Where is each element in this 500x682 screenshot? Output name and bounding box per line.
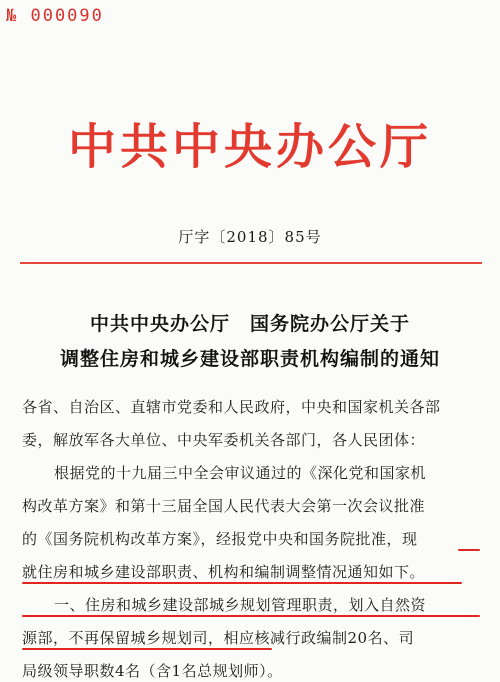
body-line-2: 委，解放军各大单位、中央军委机关各部门，各人民团体： bbox=[22, 431, 426, 449]
issuer-masthead: 中共中央办公厅 bbox=[67, 119, 432, 175]
body-line-9: 局级领导职数4名（含1名总规划师）。 bbox=[22, 662, 283, 680]
body-line-7: 一、住房和城乡建设部城乡规划管理职责，划入自然资 bbox=[54, 596, 427, 614]
document-title-line-1: 中共中央办公厅 国务院办公厅关于 bbox=[89, 313, 410, 335]
body-line-6: 就住房和城乡建设部职责、机构和编制调整情况通知如下。 bbox=[22, 563, 426, 581]
document-number: 厅字〔2018〕85号 bbox=[178, 228, 322, 246]
body-line-1: 各省、自治区、直辖市党委和人民政府，中央和国家机关各部 bbox=[22, 398, 441, 416]
red-underline-highlight-2b bbox=[22, 648, 272, 650]
red-underline-highlight-1a bbox=[458, 549, 480, 551]
serial-number: № 000090 bbox=[6, 6, 104, 26]
body-line-3: 根据党的十九届三中全会审议通过的《深化党和国家机 bbox=[54, 464, 427, 482]
red-divider-line bbox=[20, 262, 482, 264]
body-line-4: 构改革方案》和第十三届全国人民代表大会第一次会议批准 bbox=[22, 497, 426, 515]
body-line-5: 的《国务院机构改革方案》，经报党中央和国务院批准，现 bbox=[22, 530, 418, 548]
red-underline-highlight-2a bbox=[22, 615, 480, 617]
red-underline-highlight-1b bbox=[22, 582, 462, 584]
document-title-line-2: 调整住房和城乡建设部职责机构编制的通知 bbox=[59, 348, 440, 370]
body-line-8: 源部，不再保留城乡规划司，相应核减行政编制20名、司 bbox=[22, 629, 415, 647]
